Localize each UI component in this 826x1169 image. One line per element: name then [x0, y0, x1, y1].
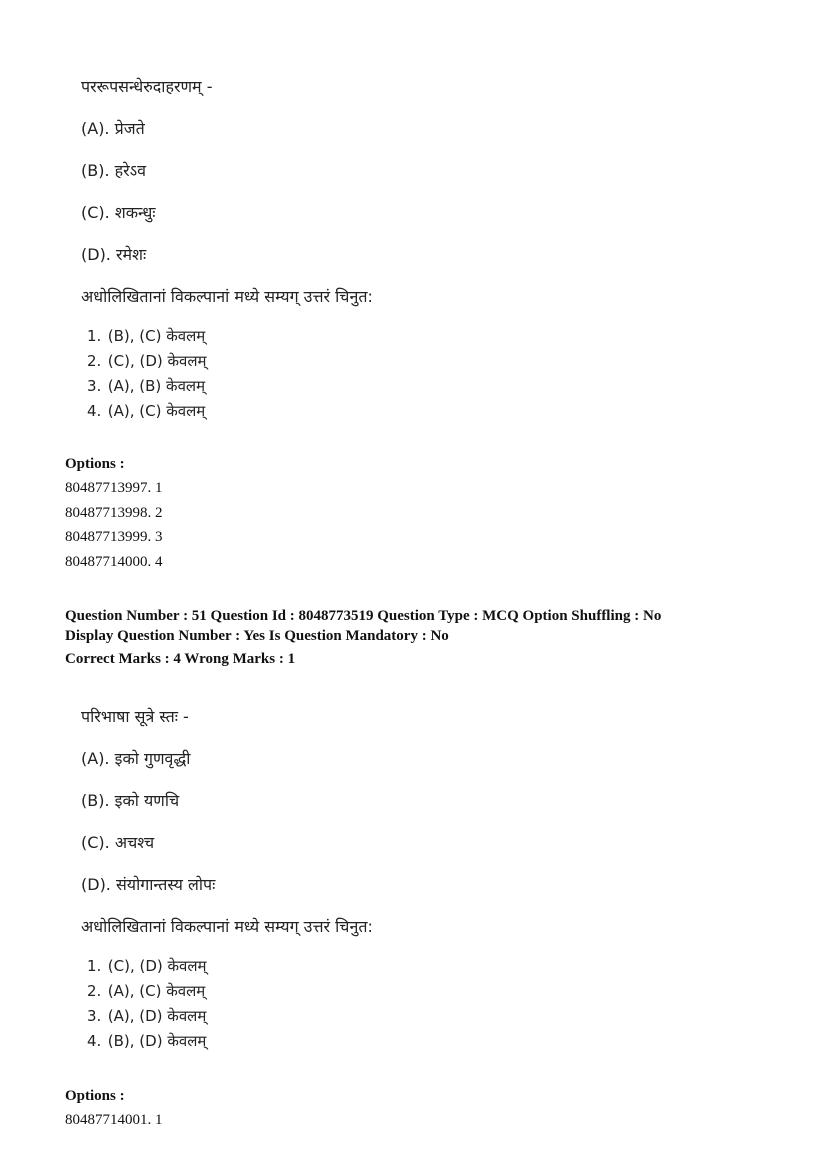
instruction-text: अधोलिखितानां विकल्पानां मध्ये सम्यग् उत्तरं चिनुत: — [81, 287, 373, 306]
statement-d: (D). संयोगान्तस्य लोपः — [81, 875, 216, 894]
option-id-row: 80487713997. 1 — [65, 480, 163, 496]
choice-item: 2. (A), (C) केवलम् — [87, 982, 206, 1000]
question-51-meta — [65, 606, 661, 669]
choice-item: 4. (A), (C) केवलम् — [87, 402, 206, 420]
options-header: Options : — [65, 1088, 125, 1104]
options-section-50 — [65, 453, 163, 575]
meta-line-2: Display Question Number : Yes Is Question Mandatory : No — [65, 628, 449, 644]
question-stem: परिभाषा सूत्रे स्तः - — [81, 707, 189, 726]
option-id-row: 80487714001. 1 — [65, 1112, 163, 1128]
choice-item: 4. (B), (D) केवलम् — [87, 1032, 207, 1050]
statement-d: (D). रमेशः — [81, 245, 147, 264]
choice-item: 1. (C), (D) केवलम् — [87, 957, 207, 975]
options-header: Options : — [65, 456, 125, 472]
choice-item: 3. (A), (B) केवलम् — [87, 377, 206, 395]
choice-item: 2. (C), (D) केवलम् — [87, 352, 207, 370]
question-50-body — [81, 74, 373, 424]
option-id-row: 80487713998. 2 — [65, 504, 163, 521]
options-section-51 — [65, 1085, 163, 1133]
option-id-row: 80487713999. 3 — [65, 529, 163, 546]
choice-item: 1. (B), (C) केवलम् — [87, 327, 206, 345]
choice-list — [81, 954, 373, 1054]
option-id-row: 80487714000. 4 — [65, 554, 163, 571]
statement-a: (A). इको गुणवृद्धी — [81, 749, 191, 768]
meta-line-1: Question Number : 51 Question Id : 8048773519 Question Type : MCQ Option Shuffling : No — [65, 608, 662, 624]
meta-line-3: Correct Marks : 4 Wrong Marks : 1 — [65, 651, 296, 667]
statement-a: (A). प्रेजते — [81, 119, 145, 138]
instruction-text: अधोलिखितानां विकल्पानां मध्ये सम्यग् उत्तरं चिनुत: — [81, 917, 373, 936]
choice-list — [81, 324, 373, 424]
statement-b: (B). इको यणचि — [81, 791, 180, 810]
choice-item: 3. (A), (D) केवलम् — [87, 1007, 207, 1025]
question-stem: पररूपसन्धेरुदाहरणम् - — [81, 77, 213, 96]
statement-c: (C). अचश्च — [81, 833, 155, 852]
statement-c: (C). शकन्धुः — [81, 203, 156, 222]
statement-b: (B). हरेऽव — [81, 161, 147, 180]
question-51-body — [81, 704, 373, 1054]
